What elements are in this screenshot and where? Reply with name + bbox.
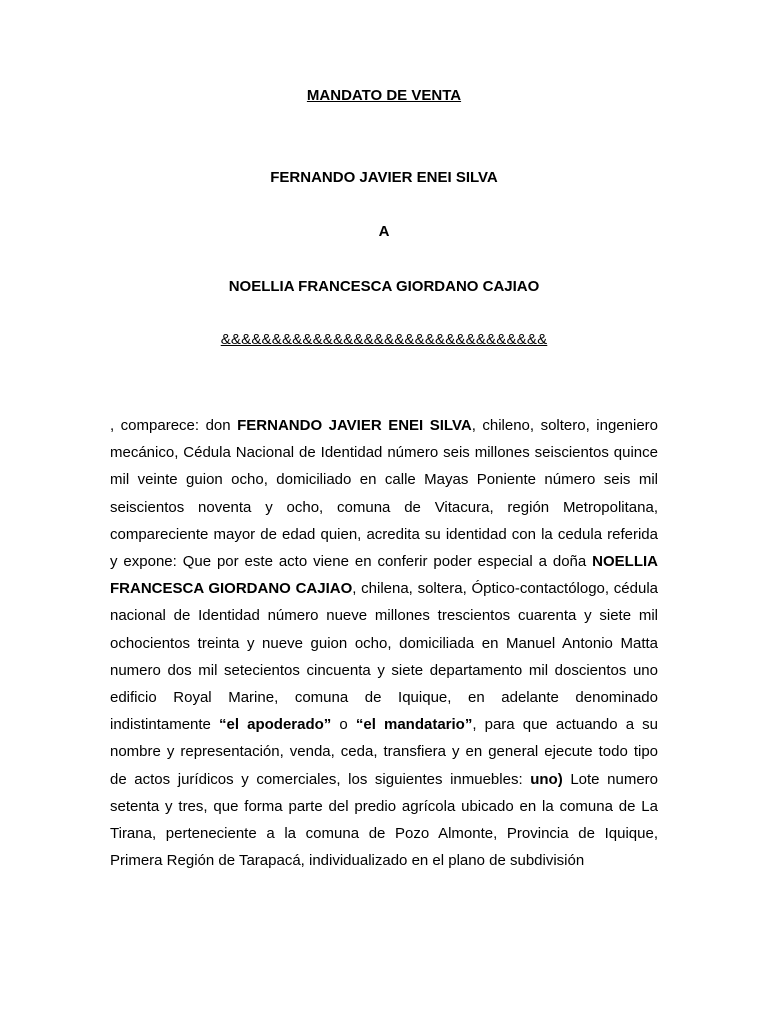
body-text-5: , para que actuando a su nombre y representación, venda, ceda, transfiera y en general ejecute todo tipo de actos jurídicos y comerciales, los siguientes inmuebles: <box>110 716 658 788</box>
body-text-3: , chilena, soltera, Óptico-contactólogo, cédula nacional de Identidad número nueve millones trescientos cuarenta y siete mil ochocientos treinta y nueve guion ocho, domiciliada en Manuel Antonio Matta numero dos mil setecientos cincuenta y siete departamento mil doscientos uno edificio Royal Marine, comuna de Iquique, en adelante denominado indistintamente <box>110 580 658 734</box>
body-bold-mandatario: “el mandatario” <box>355 716 473 734</box>
body-bold-apoderado: “el apoderado” <box>219 716 332 734</box>
grantee-heading: NOELLIA FRANCESCA GIORDANO CAJIAO <box>228 278 540 295</box>
body-text-2: , chileno, soltero, ingeniero mecánico, Cédula Nacional de Identidad número seis millones seiscientos quince mil veinte guion ocho, domiciliado en calle Mayas Poniente número seis mil seiscientos noventa y ocho, comuna de Vitacura, región Metropolitana, compareciente mayor de edad quien, acredita su identidad con la cedula referida y expone: Que por este acto viene en conferir poder especial a doña <box>110 417 658 571</box>
body-text-6: Lote numero setenta y tres, que forma parte del predio agrícola ubicado en la comuna de La Tirana, perteneciente a la comuna de Pozo Almonte, Provincia de Iquique, Primera Región de Tarapacá, individualizado en el plano de subdivisión <box>110 770 658 870</box>
body-paragraph <box>110 412 658 874</box>
body-bold-grantee-name: NOELLIA FRANCESCA GIORDANO CAJIAO <box>110 553 658 598</box>
document-title: MANDATO DE VENTA <box>306 87 462 104</box>
body-bold-grantor-name: FERNANDO JAVIER ENEI SILVA <box>237 417 472 434</box>
body-text-1: , comparece: don <box>110 417 238 434</box>
connector-heading: A <box>378 223 390 240</box>
grantor-heading: FERNANDO JAVIER ENEI SILVA <box>270 169 498 186</box>
body-bold-uno: uno) <box>530 770 563 788</box>
body-text-4: o <box>331 716 356 734</box>
separator-line: &&&&&&&&&&&&&&&&&&&&&&&&&&&&&&&& <box>220 331 548 348</box>
